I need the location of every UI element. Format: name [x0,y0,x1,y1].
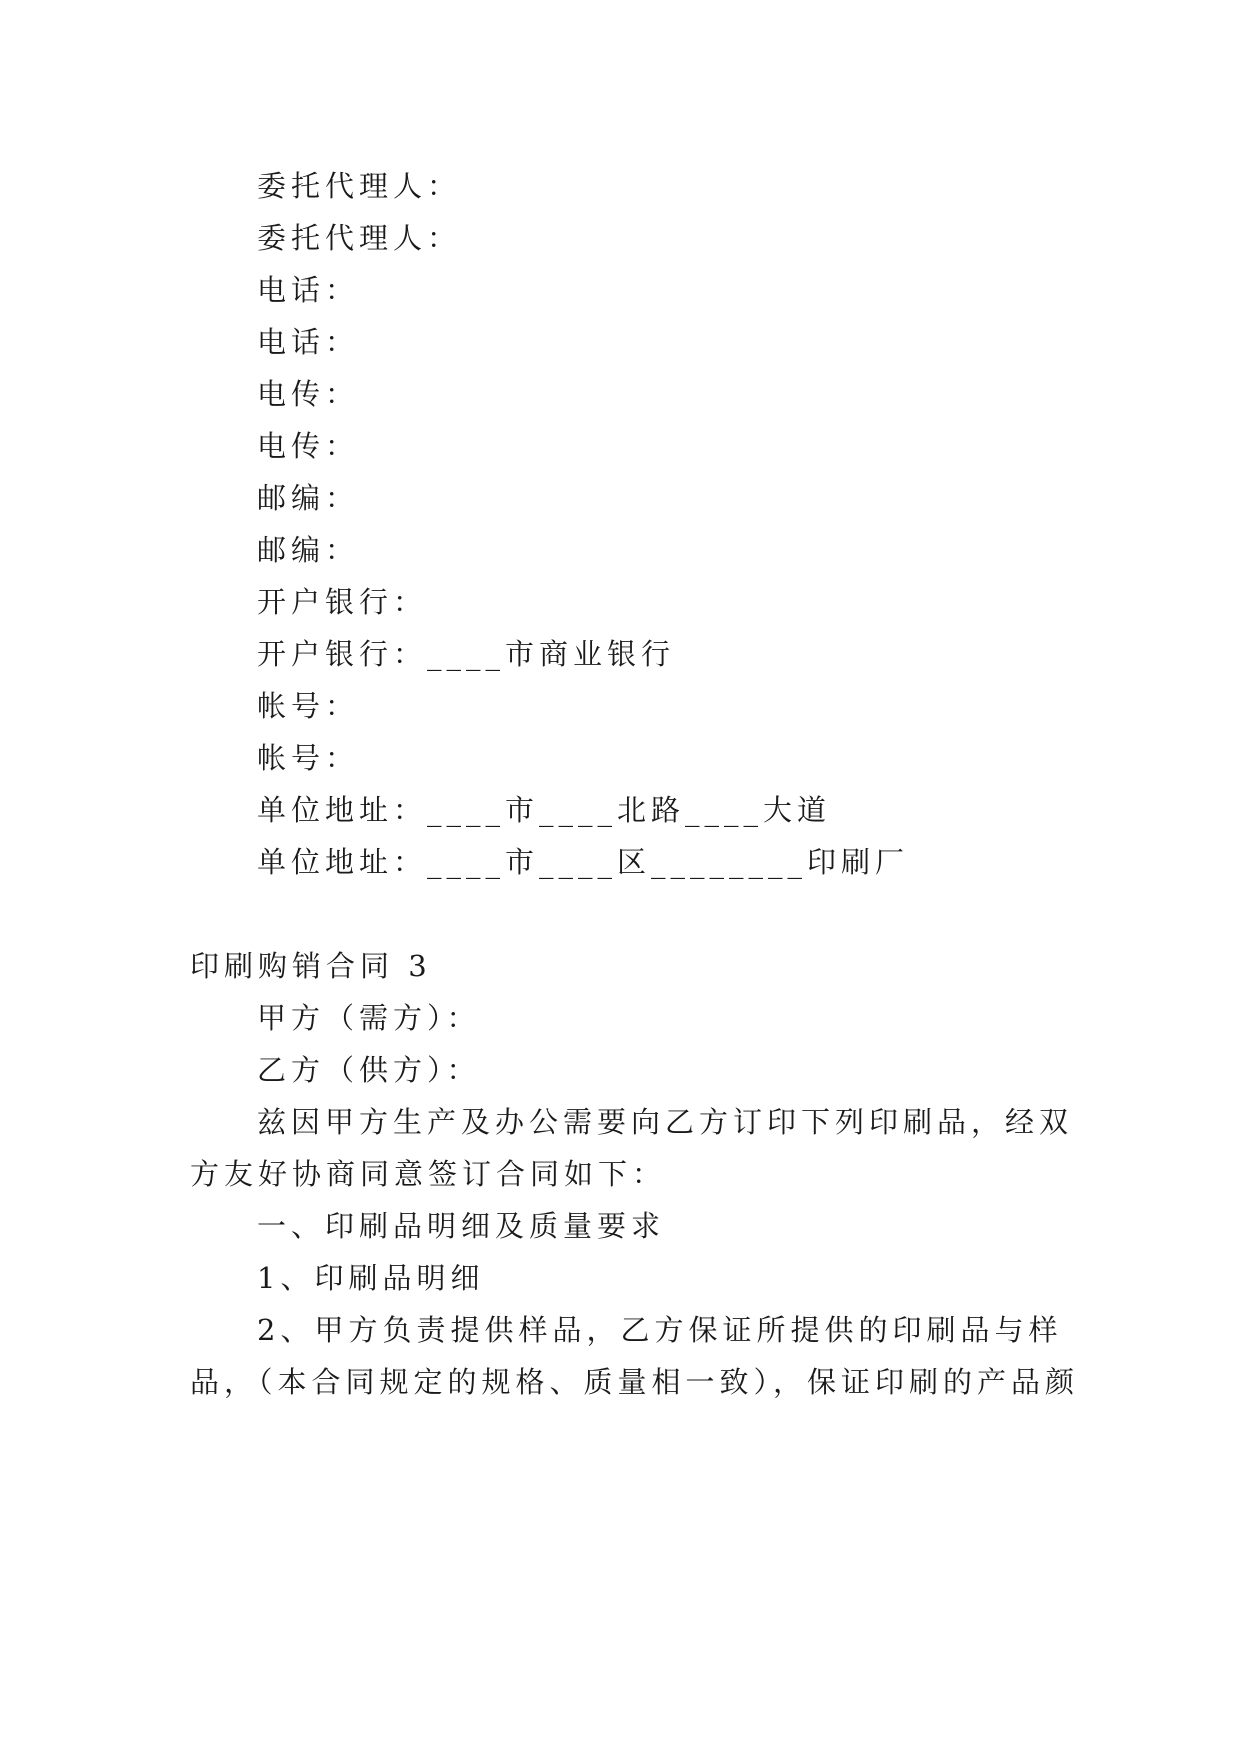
field-phone-label: 电话： [257,325,360,359]
field-bank-label: 开户银行： [257,585,428,619]
field-account-label: 帐号： [257,689,360,723]
field-address-label: 单位地址：____市____北路____大道 [257,793,832,827]
field-agent-label: 委托代理人： [257,169,462,203]
intro-paragraph-line: 兹因甲方生产及办公需要向乙方订印下列印刷品，经双 [257,1105,1074,1139]
clause-item: 2、甲方负责提供样品，乙方保证所提供的印刷品与样 [257,1313,1063,1347]
clause-item-continuation: 品，（本合同规定的规格、质量相一致），保证印刷的产品颜 [190,1365,1080,1399]
field-postcode-label: 邮编： [257,533,360,567]
field-agent-label: 委托代理人： [257,221,462,255]
field-phone-label: 电话： [257,273,360,307]
clause-heading: 一、印刷品明细及质量要求 [257,1209,666,1243]
field-fax-label: 电传： [257,429,360,463]
field-fax-label: 电传： [257,377,360,411]
field-address-label: 单位地址：____市____区________印刷厂 [257,845,910,879]
field-postcode-label: 邮编： [257,481,360,515]
clause-item: 1、印刷品明细 [257,1261,485,1295]
intro-paragraph-line: 方友好协商同意签订合同如下： [190,1157,667,1191]
party-a-label: 甲方（需方）： [257,1001,481,1035]
party-b-label: 乙方（供方）： [257,1053,481,1087]
field-account-label: 帐号： [257,741,360,775]
section-title: 印刷购销合同 3 [190,949,432,983]
field-bank-label: 开户银行：____市商业银行 [257,637,676,671]
